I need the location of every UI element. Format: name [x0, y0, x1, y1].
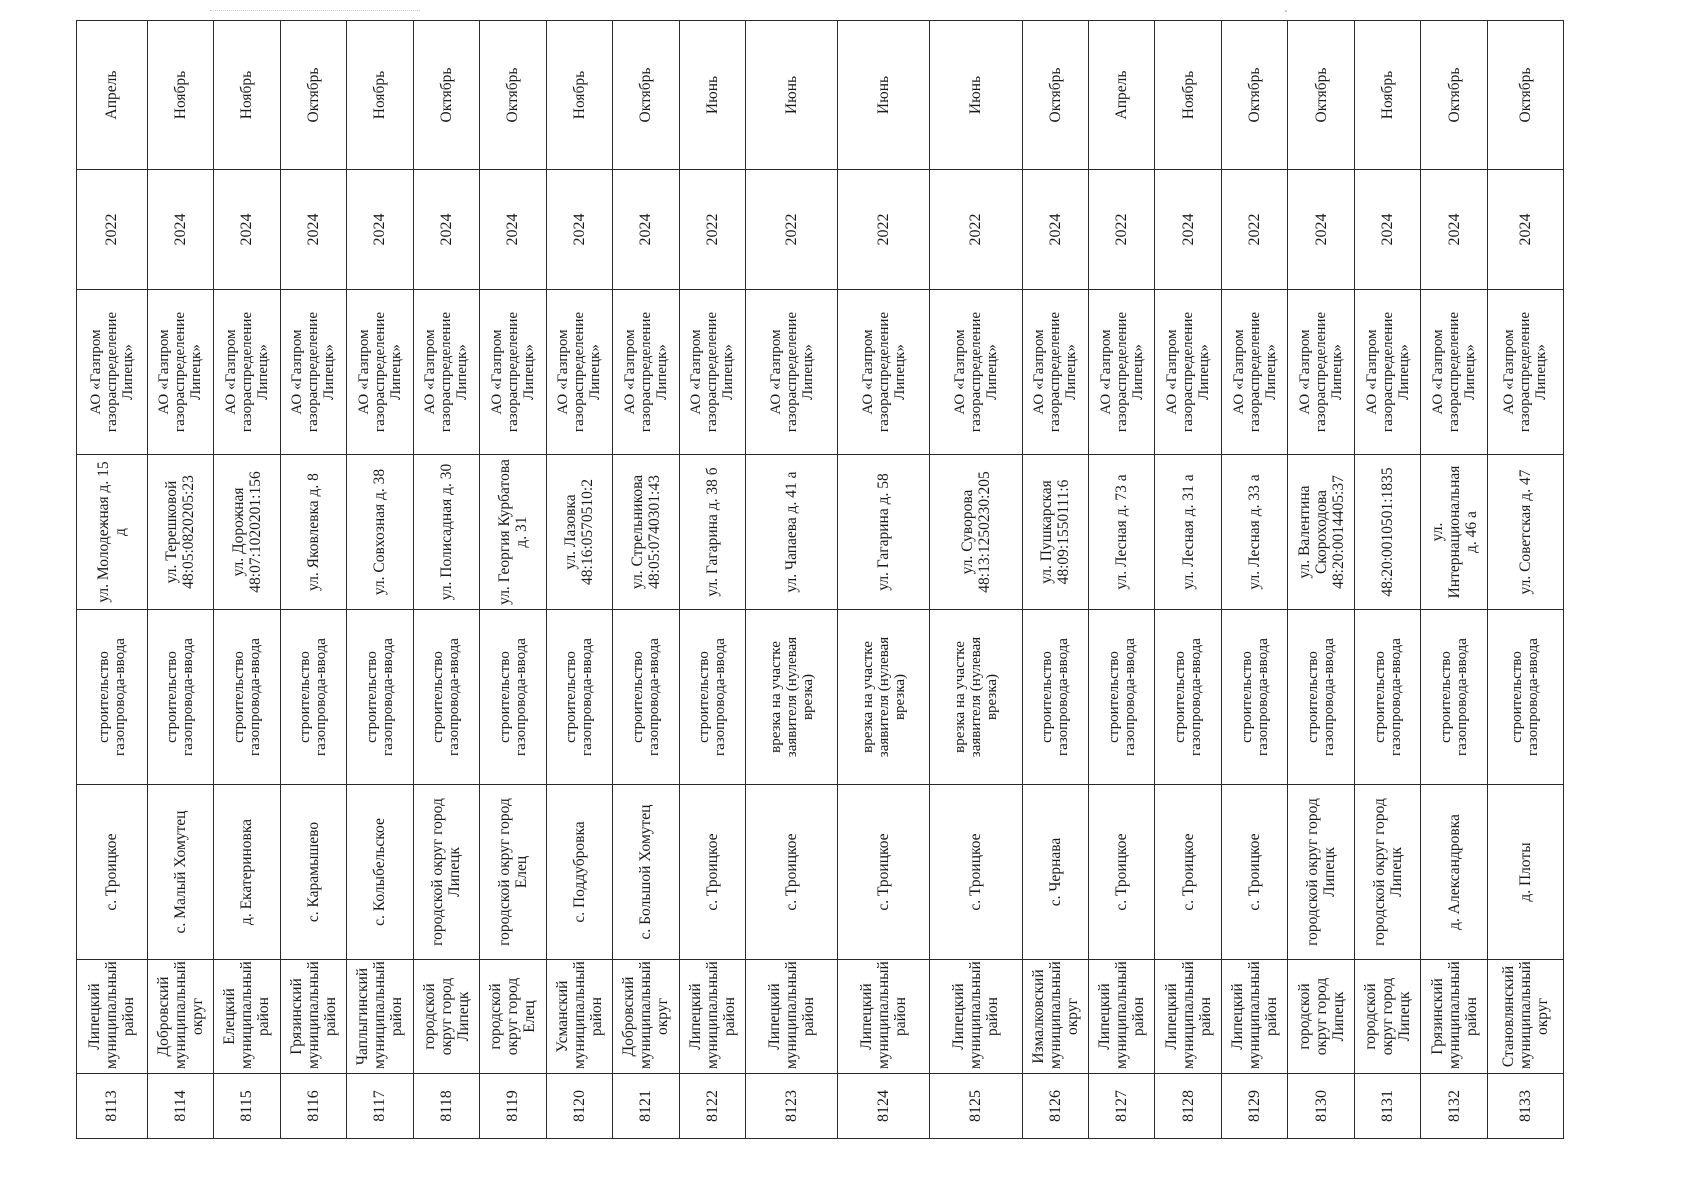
address-cell: ул. Полисадная д. 30 [413, 455, 479, 610]
work-type-cell: строительство газопровода-ввода [613, 610, 679, 785]
table-row [413, 21, 479, 1139]
row-number-cell: 8119 [480, 1074, 546, 1139]
table-row [77, 21, 148, 1139]
district-cell: Добровский муниципальный округ [613, 960, 679, 1074]
table-row [838, 21, 930, 1139]
month-cell: Ноябрь [214, 21, 280, 170]
district-cell: городской округ город Липецк [413, 960, 479, 1074]
locality-cell: с. Троицкое [679, 785, 745, 960]
organization-cell: АО «Газпром газораспределение Липецк» [1487, 290, 1563, 455]
work-type-cell: строительство газопровода-ввода [480, 610, 546, 785]
table-row [1487, 21, 1563, 1139]
table-body [77, 21, 1564, 1139]
row-number-cell: 8130 [1288, 1074, 1354, 1139]
month-cell: Октябрь [1221, 21, 1287, 170]
locality-cell: городской округ город Липецк [413, 785, 479, 960]
address-cell: ул. Яковлевка д. 8 [280, 455, 346, 610]
table-row [1354, 21, 1420, 1139]
table-row [613, 21, 679, 1139]
address-cell: ул. Пушкарская 48:09:1550111:6 [1022, 455, 1088, 610]
address-cell: ул. Суворова 48:13:1250230:205 [930, 455, 1022, 610]
year-cell: 2024 [214, 170, 280, 290]
row-number-cell: 8126 [1022, 1074, 1088, 1139]
work-type-cell: врезка на участке заявителя (нулевая врезка) [745, 610, 837, 785]
row-number-cell: 8121 [613, 1074, 679, 1139]
month-cell: Июнь [679, 21, 745, 170]
organization-cell: АО «Газпром газораспределение Липецк» [1155, 290, 1221, 455]
table-row [480, 21, 546, 1139]
row-number-cell: 8115 [214, 1074, 280, 1139]
district-cell: городской округ город Липецк [1288, 960, 1354, 1074]
organization-cell: АО «Газпром газораспределение Липецк» [930, 290, 1022, 455]
locality-cell: с. Троицкое [1155, 785, 1221, 960]
work-type-cell: строительство газопровода-ввода [1089, 610, 1155, 785]
address-cell: 48:20:0010501:1835 [1354, 455, 1420, 610]
table-row [1089, 21, 1155, 1139]
district-cell: Усманский муниципальный район [546, 960, 612, 1074]
address-cell: ул. Лазовка 48:16:0570510:2 [546, 455, 612, 610]
address-cell: ул. Совхозная д. 38 [347, 455, 413, 610]
locality-cell: с. Большой Хомутец [613, 785, 679, 960]
year-cell: 2024 [1421, 170, 1487, 290]
table-row [1288, 21, 1354, 1139]
locality-cell: с. Троицкое [1089, 785, 1155, 960]
organization-cell: АО «Газпром газораспределение Липецк» [1288, 290, 1354, 455]
address-cell: ул. Георгия Курбатова д. 31 [480, 455, 546, 610]
address-cell: ул. Стрельникова 48:05:0740301:43 [613, 455, 679, 610]
organization-cell: АО «Газпром газораспределение Липецк» [214, 290, 280, 455]
district-cell: Измалковский муниципальный округ [1022, 960, 1088, 1074]
month-cell: Ноябрь [1354, 21, 1420, 170]
row-number-cell: 8116 [280, 1074, 346, 1139]
locality-cell: д. Плоты [1487, 785, 1563, 960]
address-cell: ул. Дорожная 48:07:1020201:156 [214, 455, 280, 610]
year-cell: 2024 [413, 170, 479, 290]
organization-cell: АО «Газпром газораспределение Липецк» [613, 290, 679, 455]
district-cell: Чаплыгинский муниципальный район [347, 960, 413, 1074]
table-row [347, 21, 413, 1139]
locality-cell: с. Поддубровка [546, 785, 612, 960]
district-cell: Грязинский муниципальный район [280, 960, 346, 1074]
work-type-cell: строительство газопровода-ввода [1022, 610, 1088, 785]
year-cell: 2024 [347, 170, 413, 290]
locality-cell: с. Малый Хомутец [147, 785, 213, 960]
row-number-cell: 8128 [1155, 1074, 1221, 1139]
table-row [1221, 21, 1287, 1139]
scan-edge-mark [210, 10, 420, 11]
month-cell: Октябрь [1022, 21, 1088, 170]
year-cell: 2022 [679, 170, 745, 290]
district-cell: городской округ город Елец [480, 960, 546, 1074]
year-cell: 2024 [1288, 170, 1354, 290]
month-cell: Октябрь [1487, 21, 1563, 170]
row-number-cell: 8132 [1421, 1074, 1487, 1139]
month-cell: Ноябрь [347, 21, 413, 170]
district-cell: Липецкий муниципальный район [679, 960, 745, 1074]
table-row [214, 21, 280, 1139]
work-type-cell: строительство газопровода-ввода [280, 610, 346, 785]
locality-cell: с. Троицкое [77, 785, 148, 960]
month-cell: Апрель [77, 21, 148, 170]
address-cell: ул. Советская д. 47 [1487, 455, 1563, 610]
row-number-cell: 8118 [413, 1074, 479, 1139]
district-cell: Липецкий муниципальный район [745, 960, 837, 1074]
organization-cell: АО «Газпром газораспределение Липецк» [480, 290, 546, 455]
work-type-cell: строительство газопровода-ввода [679, 610, 745, 785]
district-cell: Липецкий муниципальный район [77, 960, 148, 1074]
month-cell: Ноябрь [1155, 21, 1221, 170]
work-type-cell: строительство газопровода-ввода [1354, 610, 1420, 785]
address-cell: ул. Лесная д. 31 а [1155, 455, 1221, 610]
year-cell: 2024 [147, 170, 213, 290]
address-cell: ул. Чапаева д. 41 а [745, 455, 837, 610]
organization-cell: АО «Газпром газораспределение Липецк» [77, 290, 148, 455]
scan-dust-mark [1285, 10, 1287, 12]
district-cell: Липецкий муниципальный район [1089, 960, 1155, 1074]
locality-cell: д. Александровка [1421, 785, 1487, 960]
organization-cell: АО «Газпром газораспределение Липецк» [838, 290, 930, 455]
month-cell: Октябрь [413, 21, 479, 170]
row-number-cell: 8127 [1089, 1074, 1155, 1139]
organization-cell: АО «Газпром газораспределение Липецк» [1089, 290, 1155, 455]
district-cell: Липецкий муниципальный район [1155, 960, 1221, 1074]
organization-cell: АО «Газпром газораспределение Липецк» [347, 290, 413, 455]
district-cell: Липецкий муниципальный район [838, 960, 930, 1074]
month-cell: Июнь [930, 21, 1022, 170]
month-cell: Октябрь [280, 21, 346, 170]
year-cell: 2022 [77, 170, 148, 290]
organization-cell: АО «Газпром газораспределение Липецк» [1354, 290, 1420, 455]
table-row [280, 21, 346, 1139]
month-cell: Октябрь [613, 21, 679, 170]
year-cell: 2024 [613, 170, 679, 290]
locality-cell: с. Троицкое [1221, 785, 1287, 960]
locality-cell: с. Карамышево [280, 785, 346, 960]
work-type-cell: строительство газопровода-ввода [214, 610, 280, 785]
organization-cell: АО «Газпром газораспределение Липецк» [147, 290, 213, 455]
locality-cell: д. Екатериновка [214, 785, 280, 960]
row-number-cell: 8122 [679, 1074, 745, 1139]
address-cell: ул. Валентина Скороходова 48:20:0014405:37 [1288, 455, 1354, 610]
district-cell: Липецкий муниципальный район [930, 960, 1022, 1074]
year-cell: 2024 [1022, 170, 1088, 290]
table-row [679, 21, 745, 1139]
locality-cell: с. Троицкое [930, 785, 1022, 960]
table-row [147, 21, 213, 1139]
locality-cell: городской округ город Елец [480, 785, 546, 960]
work-type-cell: строительство газопровода-ввода [1421, 610, 1487, 785]
month-cell: Октябрь [480, 21, 546, 170]
year-cell: 2022 [745, 170, 837, 290]
row-number-cell: 8124 [838, 1074, 930, 1139]
rotated-table-container [76, 21, 1564, 1139]
work-type-cell: строительство газопровода-ввода [413, 610, 479, 785]
work-type-cell: строительство газопровода-ввода [1487, 610, 1563, 785]
district-cell: Липецкий муниципальный район [1221, 960, 1287, 1074]
year-cell: 2022 [1221, 170, 1287, 290]
month-cell: Октябрь [1288, 21, 1354, 170]
organization-cell: АО «Газпром газораспределение Липецк» [413, 290, 479, 455]
address-cell: ул. Лесная д. 33 а [1221, 455, 1287, 610]
work-type-cell: врезка на участке заявителя (нулевая врезка) [930, 610, 1022, 785]
row-number-cell: 8133 [1487, 1074, 1563, 1139]
row-number-cell: 8120 [546, 1074, 612, 1139]
organization-cell: АО «Газпром газораспределение Липецк» [1421, 290, 1487, 455]
row-number-cell: 8117 [347, 1074, 413, 1139]
district-cell: Елецкий муниципальный район [214, 960, 280, 1074]
year-cell: 2024 [1354, 170, 1420, 290]
organization-cell: АО «Газпром газораспределение Липецк» [745, 290, 837, 455]
locality-cell: с. Троицкое [745, 785, 837, 960]
table-row [1155, 21, 1221, 1139]
year-cell: 2024 [546, 170, 612, 290]
address-cell: ул. Молодежная д. 15 д [77, 455, 148, 610]
district-cell: Грязинский муниципальный район [1421, 960, 1487, 1074]
work-type-cell: строительство газопровода-ввода [347, 610, 413, 785]
organization-cell: АО «Газпром газораспределение Липецк» [1221, 290, 1287, 455]
year-cell: 2022 [930, 170, 1022, 290]
year-cell: 2024 [480, 170, 546, 290]
year-cell: 2022 [838, 170, 930, 290]
address-cell: ул. Терешковой 48:05:0820205:23 [147, 455, 213, 610]
work-type-cell: строительство газопровода-ввода [147, 610, 213, 785]
month-cell: Ноябрь [147, 21, 213, 170]
locality-cell: с. Чернава [1022, 785, 1088, 960]
row-number-cell: 8131 [1354, 1074, 1420, 1139]
locality-cell: с. Колыбельское [347, 785, 413, 960]
address-cell: ул. Интернациональная д. 46 а [1421, 455, 1487, 610]
district-cell: Становлянский муниципальный округ [1487, 960, 1563, 1074]
table-row [930, 21, 1022, 1139]
locality-cell: с. Троицкое [838, 785, 930, 960]
table-row [546, 21, 612, 1139]
address-cell: ул. Гагарина д. 38 б [679, 455, 745, 610]
locality-cell: городской округ город Липецк [1288, 785, 1354, 960]
work-type-cell: строительство газопровода-ввода [546, 610, 612, 785]
month-cell: Октябрь [1421, 21, 1487, 170]
row-number-cell: 8129 [1221, 1074, 1287, 1139]
row-number-cell: 8125 [930, 1074, 1022, 1139]
address-cell: ул. Лесная д. 73 а [1089, 455, 1155, 610]
month-cell: Июнь [838, 21, 930, 170]
work-type-cell: врезка на участке заявителя (нулевая врезка) [838, 610, 930, 785]
district-cell: Добровский муниципальный округ [147, 960, 213, 1074]
gas-connection-table [76, 20, 1564, 1139]
year-cell: 2022 [1089, 170, 1155, 290]
table-row [1022, 21, 1088, 1139]
month-cell: Июнь [745, 21, 837, 170]
organization-cell: АО «Газпром газораспределение Липецк» [679, 290, 745, 455]
year-cell: 2024 [280, 170, 346, 290]
district-cell: городской округ город Липецк [1354, 960, 1420, 1074]
organization-cell: АО «Газпром газораспределение Липецк» [1022, 290, 1088, 455]
table-row [1421, 21, 1487, 1139]
work-type-cell: строительство газопровода-ввода [1155, 610, 1221, 785]
work-type-cell: строительство газопровода-ввода [1288, 610, 1354, 785]
locality-cell: городской округ город Липецк [1354, 785, 1420, 960]
table-row [745, 21, 837, 1139]
year-cell: 2024 [1155, 170, 1221, 290]
row-number-cell: 8123 [745, 1074, 837, 1139]
organization-cell: АО «Газпром газораспределение Липецк» [546, 290, 612, 455]
work-type-cell: строительство газопровода-ввода [1221, 610, 1287, 785]
organization-cell: АО «Газпром газораспределение Липецк» [280, 290, 346, 455]
address-cell: ул. Гагарина д. 58 [838, 455, 930, 610]
year-cell: 2024 [1487, 170, 1563, 290]
row-number-cell: 8113 [77, 1074, 148, 1139]
row-number-cell: 8114 [147, 1074, 213, 1139]
month-cell: Ноябрь [546, 21, 612, 170]
month-cell: Апрель [1089, 21, 1155, 170]
work-type-cell: строительство газопровода-ввода [77, 610, 148, 785]
